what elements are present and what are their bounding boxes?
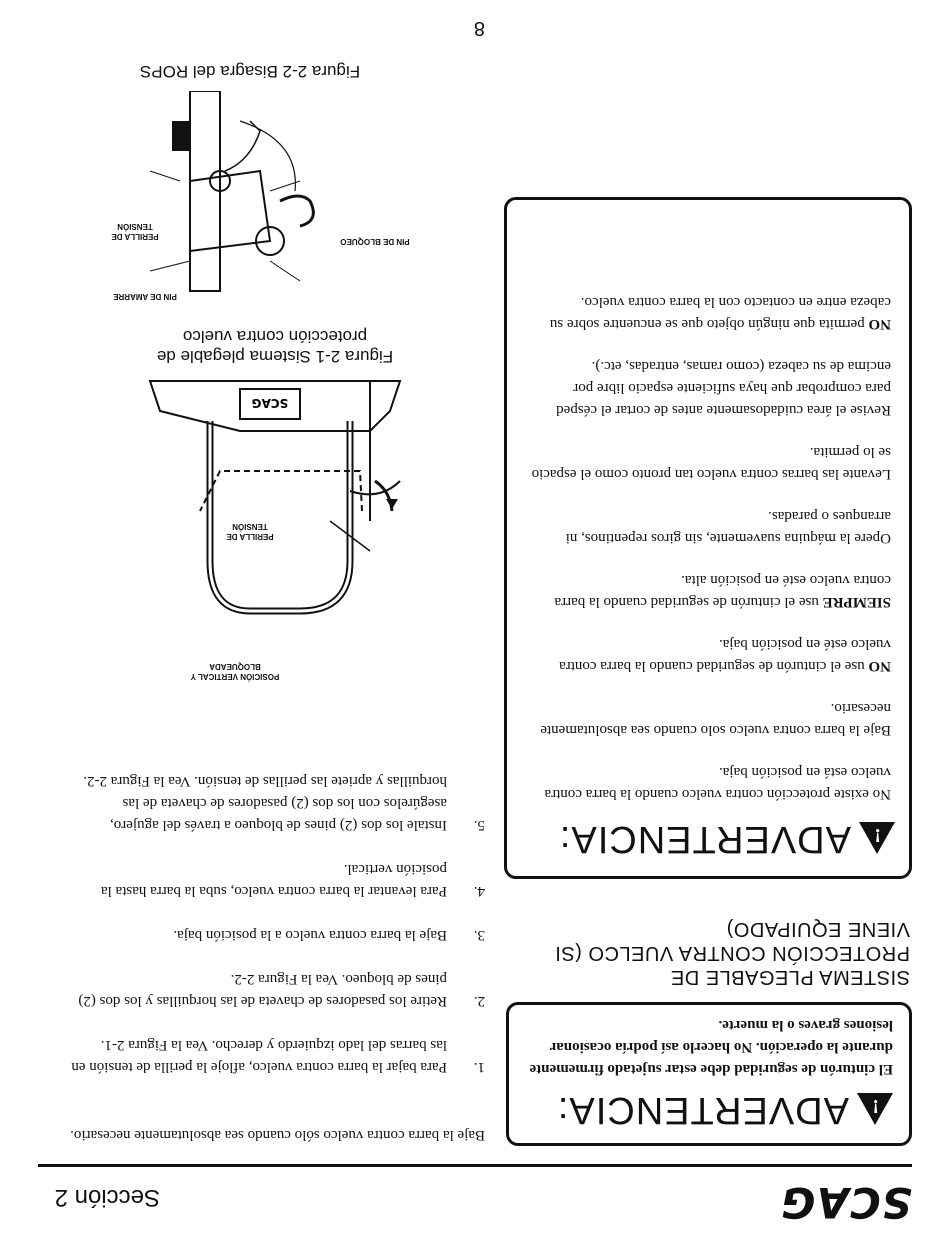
mooring-pin-label: PIN DE AMARRE [113,292,177,301]
intro-paragraph: Baje la barra contra vuelco sólo cuando sea absolutamente necesario. [70,1127,485,1143]
step-item [65,968,485,1012]
warning-title: ADVERTENCIA: [556,1089,849,1131]
step-item [65,924,485,946]
emphasis: SIEMPRE [822,594,891,610]
tension-knob-label: PERILLA DE TENSIÓN [226,522,274,541]
step-text: Para levantar la barra contra vuelco, suba la barra hasta la posición vertical. [100,861,447,899]
figure-2-1 [100,327,460,681]
step-text: Baje la barra contra vuelco a la posición baja. [173,927,447,943]
step-number: 3. [473,927,485,943]
warning-paragraph: Opere la máquina suavemente, sin giros repentinos, ni arranques o paradas. [565,508,891,546]
warning-text: El cinturón de seguridad debe estar sujetado firmemente durante la operación. No hacerlo así podría ocasionar lesiones graves o la muerte. [529,1017,893,1077]
seat-brand: SCAG [251,396,289,410]
step-text: Para bajar la barra contra vuelco, afloje la perilla de tensión en las barras del lado izquierdo y derecho. Vea la Figura 2-1. [71,1037,447,1075]
rops-warning-box [504,197,912,879]
knob-shape [172,121,190,151]
step-text: Instale los dos (2) pines de bloqueo a través del agujero, asegúrelos con los dos (2) pasadores de chaveta de las horquillas y apriete las perillas de tensión. Vea la Figura 2-2. [83,773,447,833]
step-number: 5. [473,817,485,833]
step-item [65,858,485,902]
warning-paragraph: Revise el área cuidadosamente antes de cortar el césped para comprobar que haya suficiente espacio libre por encima de su cabeza (como ramas, entradas, etc.). [556,358,891,418]
warning-paragraph: Baje la barra contra vuelco solo cuando sea absolutamente necesario. [540,700,891,738]
vertical-position-label: POSICIÓN VERTICAL Y BLOQUEADA [190,662,280,681]
emphasis: NO [868,658,891,674]
step-number: 1. [473,1059,485,1075]
lock-pin-label: PIN DE BLOQUEO [340,237,410,246]
warning-paragraph: No existe protección contra vuelco cuando la barra contra vuelco está en posición baja. [544,764,891,802]
warning-paragraph [529,633,891,677]
step-number: 2. [473,993,485,1009]
emphasis: NO [868,316,891,332]
warning-paragraph [529,569,891,613]
step-number: 4. [473,883,485,899]
page-number: 8 [473,17,485,39]
hinge-illustration [100,91,420,301]
warning-triangle-icon: ! [859,823,895,855]
arrow-icon [386,499,398,509]
scag-logo: SCAG [779,1178,912,1227]
tension-knob-label: PERILLA DE TENSIÓN [111,222,159,241]
warning-paragraph [529,291,891,335]
warning-body [529,291,891,805]
header-rule [38,1164,912,1167]
warning-paragraph: Levante las barras contra vuelco tan pronto como el espacio se lo permita. [531,444,891,482]
figure-2-2 [100,31,420,301]
warning-title: ADVERTENCIA: [558,818,851,860]
warning-heading [507,817,895,860]
rops-heading: SISTEMA PLEGABLE DE PROTECCIÓN CONTRA VUELCO (SI VIENE EQUIPADO) [554,918,910,988]
warning-heading [509,1088,893,1131]
step-item [65,1034,485,1078]
paragraph-text: permita que ningún objeto que se encuentre sobre su cabeza entre en contacto con la barra contra vuelco. [549,294,891,332]
warning-triangle-icon: ! [857,1094,893,1126]
paragraph-text: use el cinturón de seguridad cuando la barra contra vuelco esté en posición alta. [554,572,891,610]
seatbelt-warning-box [506,1002,912,1146]
figure-caption: Figura 2-1 Sistema plegable de protección contra vuelco [156,327,394,366]
figure-caption: Figura 2-2 Bisagra del ROPS [139,62,361,81]
section-title: Sección 2 [54,1184,160,1211]
step-item [65,770,485,836]
procedure-steps [65,748,485,1078]
step-text: Retire los pasadores de chaveta de las horquillas y los dos (2) pines de bloqueo. Vea la Figura 2-2. [78,971,447,1009]
paragraph-text: use el cinturón de seguridad cuando la barra contra vuelco esté en posición baja. [559,636,891,674]
